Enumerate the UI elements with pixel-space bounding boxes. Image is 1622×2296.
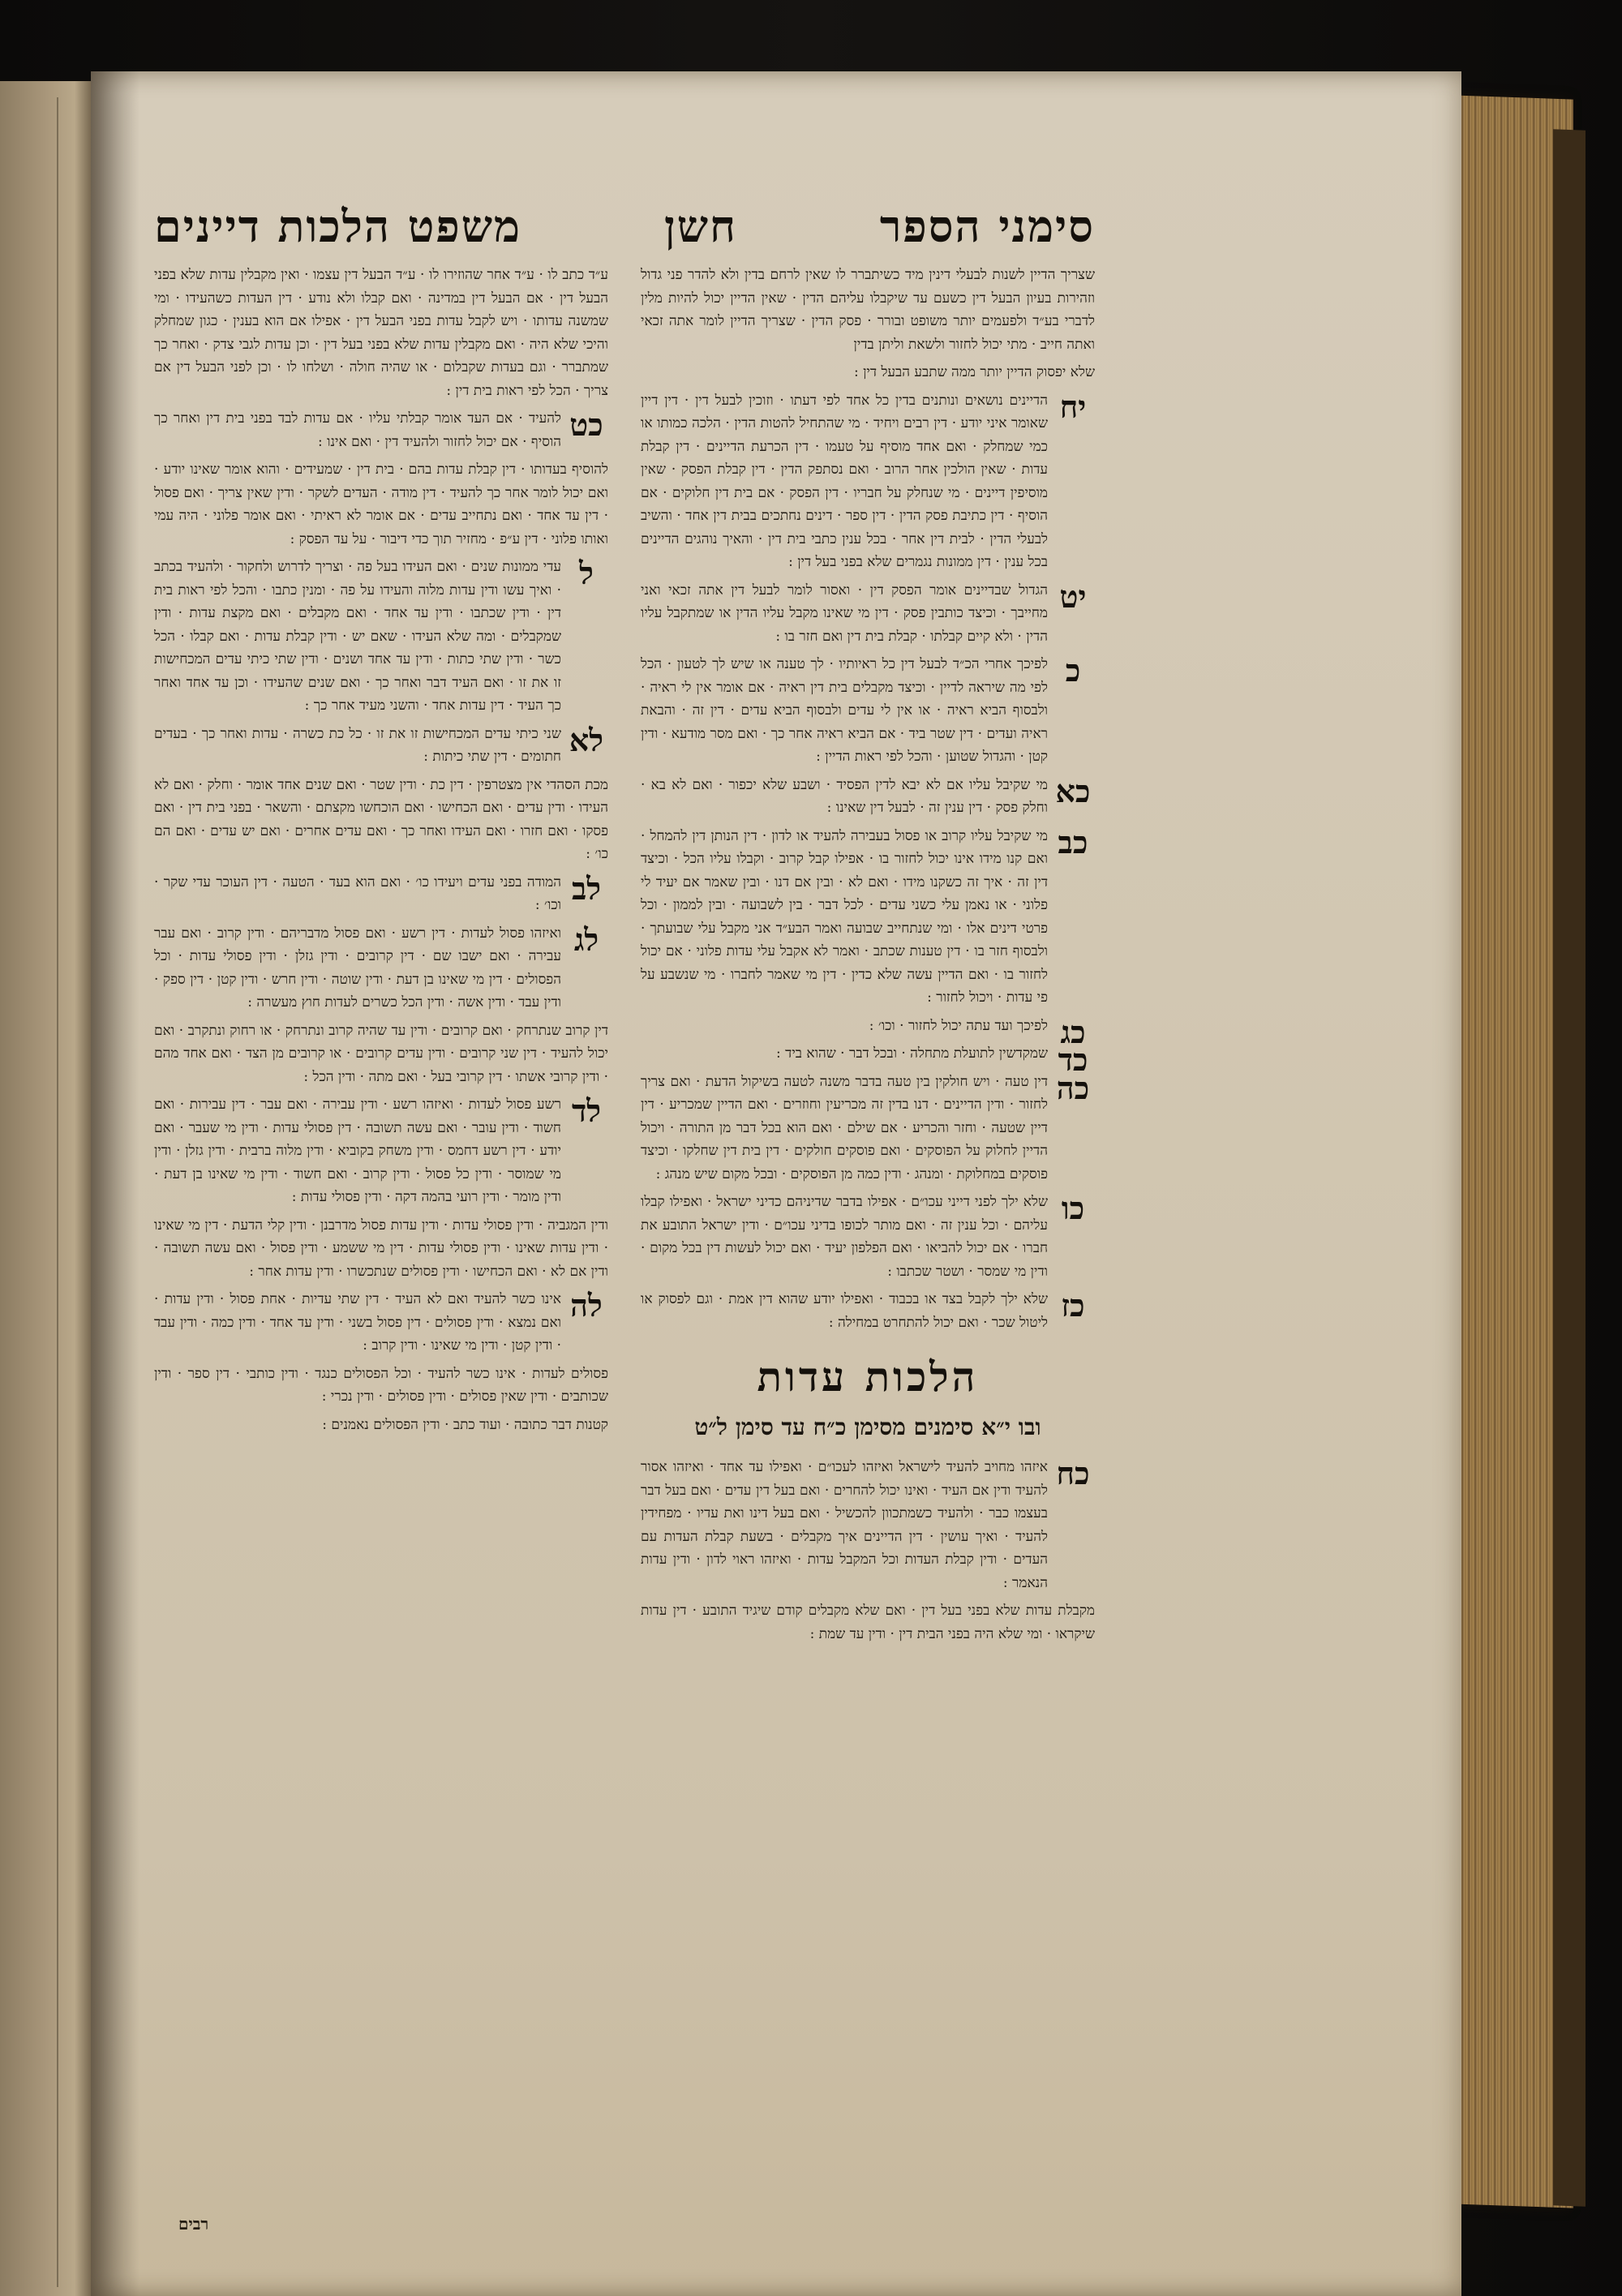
running-head-center: חשן [663, 200, 737, 252]
siman-text: ואיזהו פסול לעדות · דין רשע · ואם פסול מדבריהם · ודין קרוב · ואם עבר עבירה · ואם ישבו שם · דין קרובים · ודין גזלן · ודין פסולי עדות · וכל הפסולים · דין מי שאינו בן דעת · ודין שוטה · ודין חרש · ודין קטן · דין ספק · ודין עבד · ודין אשה · ודין הכל כשרים לעדות חוץ מעשרה : [154, 925, 561, 1011]
siman-paragraph [641, 579, 1095, 649]
siman-paragraph [154, 1093, 608, 1209]
siman-paragraph [154, 556, 608, 718]
siman-number: יח [1059, 388, 1087, 425]
siman-number: כ [1065, 652, 1081, 689]
siman-text: פסולים לעדות · אינו כשר להעיד · וכל הפסולים כנגד · ודין כותבי · דין ספר · ודין שכותבים · ודין שאין פסולים · ודין פסולים · ודין נכרי : [154, 1365, 608, 1405]
siman-text: ודין המגביה · ודין פסולי עדות · ודין עדות פסול מדרבנן · ודין קלי הדעת · דין מי שאינו · ודין עדות שאינו · ודין פסולי עדות · דין מי ששמע · ודין פסול · ואם עשה תשובה · ודין אם לא · ואם הכחישו · ודין פסולים שנתכשרו · ודין עדות אחר : [154, 1217, 608, 1280]
siman-paragraph [641, 774, 1095, 820]
gutter-shadow [91, 71, 139, 2296]
siman-paragraph [641, 1456, 1095, 1594]
siman-text: לפיכך ועד עתה יכול לחזור · וכו׳ : [869, 1017, 1048, 1034]
siman-paragraph [154, 1019, 608, 1089]
siman-number: כט [569, 406, 603, 443]
siman-number: כב [1058, 823, 1088, 860]
siman-text: מי שקיבל עליו קרוב או פסול בעבירה להעיד או לדון · דין הנותן דין להמחל · ואם קנו מידו אינו יכול לחזור בו · אפילו קבל קרוב · וקבלו עליו הכל · וכיצד דין זה · איך זה כשקנו מידו · ואם לא · ובין אם דנו · ובין שאמר אם יעיד לי פלוני · או נאמן עלי כשני עדים · לכל דבר · בין לשבועה · ובין לממון · וכל פרטי דינים אלו · ומי שנתחייב שבועה ואמר הבע״ד אני מקבל עלי שבועתך · ולבסוף חזר בו · דין טענות שכתב · ואמר לא אקבל עלי עדות פלוני · אם יכול לחזור בו · ואם הדיין עשה שלא כדין · דין מי שאמר לחברו · מי שנשבע על פי עדות · ויכול לחזור : [641, 827, 1048, 1006]
siman-number: כד [1058, 1041, 1088, 1078]
siman-text: שני כיתי עדים המכחישות זו את זו · כל כת כשרה · עדות ואחר כך · בעדים חתומים · דין שתי כיתות : [154, 725, 561, 765]
siman-text: רשע פסול לעדות · ואיזהו רשע · ודין עבירה · ואם עבר · דין עבירות · ואם חשוד · ודין עובר · ואם עשה תשובה · דין פסולי עדות · ודין מי שעבר · ואם יודע · דין רשע דחמס · ודין משחק בקוביא · ודין מלוה ברבית · ודין גזלן · ודין מי שמוסר · ודין כל פסול · ודין קרוב · ואם חשוד · ודין מי שאינו בן דעת · ודין מומר · ודין רועי בהמה דקה · ודין פסולי עדות : [154, 1097, 561, 1205]
section-heading: הלכות עדות [757, 1353, 979, 1401]
siman-number: ל [579, 555, 594, 591]
running-head-left: משפט הלכות דיינים [154, 200, 522, 252]
siman-text: הגדול שבדיינים אומר הפסק דין · ואסור לומר לבעל דין אתה זכאי ואני מחייבך · וכיצד כותבין פסק · דין מי שאינו מקבל עליו הדין או שמתקבל עליו הדין · ולא קיים קבלתו · קבלת בית דין ואם חזר בו : [641, 582, 1048, 645]
running-head [154, 194, 1095, 259]
siman-paragraph [641, 653, 1095, 769]
siman-number: כו [1061, 1190, 1085, 1226]
siman-paragraph [154, 264, 608, 402]
siman-text: מכת הסהדי אין מצטרפין · דין כת · ודין שטר · ואם שנים אחד אומר · וחלק · ואם לא העידו · ודין עדים · ואם הכחישו · ואם הוכחשו מקצתם · והשאר · בפני בית דין · ואם פסקו · ואם חזרו · ואם העידו ואחר כך · ואם עדים אחרים · ואם יש עדים · ואם הם כו׳ : [154, 776, 608, 862]
siman-text: שלא יפסוק הדיין יותר ממה שתבע הבעל דין : [853, 364, 1095, 380]
siman-text: הדיינים נושאים ונותנים בדין כל אחד לפי דעתו · וזוכין לבעל דין · דין דיין שאומר איני יודע · דין רבים ויחיד · מי שהתחיל להטות הדין · הלכה כמותו או כמי שמחלק · ואם אחד מוסיף על טעמו · דין הכרעת הדיינים · דין קבלת עדות · שאין הולכין אחר הרוב · ואם נסתפק הדין · דין קבלת הפסק · שאין מוסיפין דיינים · מי שנחלק על חבריו · דין הפסק · אם בית דין חלוקים · אם הוסיף · דין כתיבת פסק הדין · דין ספר · דינים נחתכים בבית דין אחד · והשיב לבעלי הדין · לבית דין אחר · בכל ענין כתבי בית דין · והאיך נוהגים הדיינים בכל ענין · דין ממונות נגמרים שלא בפני בעל דין : [641, 392, 1048, 570]
right-column [641, 264, 1095, 2234]
siman-text: מקבלת עדות שלא בפני בעל דין · ואם שלא מקבלים קודם שיגיד התובע · דין עדות שיקראו · ומי שלא היה בפני הבית דין · ודין עד שמת : [641, 1603, 1095, 1642]
siman-number: יט [1059, 577, 1087, 615]
siman-paragraph [641, 389, 1095, 574]
siman-text: מי שקיבל עליו אם לא יבא לדין הפסיד · ושבע שלא יכפור · ואם לא בא · וחלק פסק · דין ענין זה · לבעל דין שאינו : [641, 776, 1048, 816]
siman-paragraph [641, 1191, 1095, 1283]
siman-paragraph [154, 407, 608, 453]
siman-number: כז [1061, 1287, 1085, 1324]
siman-paragraph [154, 871, 608, 917]
siman-paragraph [154, 922, 608, 1015]
siman-text: ע״ד כתב לו · ע״ד אחר שהוזירו לו · ע״ד הבעל דין עצמו · ואין מקבלין עדות שלא בפני הבעל דין · אם הבעל דין במדינה · ואם קבלו ולא נודע · דין העדות כשהעידו · ומי שמשנה עדותו · ויש לקבל עדות בפני הבעל דין · אפילו אם הוא בענין · כגון שמחלק והיכי שלא היה · ואם מקבלין עדות שלא בפני בעל דין · וכן עדות לגבי צדק · ואחר כך שמתברר · וגם בעדות שקבלום · או שהיה חולה · ושלחו לו · וכן לפני הבעל דין אם צריך · הכל לפי ראות בית דין : [154, 267, 608, 399]
siman-number: כה [1056, 1069, 1090, 1106]
siman-paragraph [641, 1288, 1095, 1334]
siman-text: להעיד · אם העד אומר קבלתי עליו · אם עדות לבד בפני בית דין ואחר כך הוסיף · אם יכול לחזור ולהעיד דין · ואם אינו : [154, 410, 561, 450]
page-text-block [154, 174, 1095, 2251]
siman-paragraph [154, 1288, 608, 1358]
book-fore-edge-shadow [1553, 129, 1586, 2206]
siman-paragraph [641, 1041, 1095, 1078]
siman-paragraph [154, 1363, 608, 1409]
running-head-right: סימני הספר [879, 200, 1095, 252]
siman-number: כח [1056, 1455, 1090, 1491]
siman-number: לב [571, 869, 602, 907]
siman-text: לפיכך אחרי הכ״ד לבעל דין כל ראיותיו · לך טענה או שיש לך לטעון · הכל לפי מה שיראה לדיין · וכיצד מקבלים בית דין ראיה · אם אומר אין לי ראיה · ולבסוף הביא ראיה · או אין לי עדים ולבסוף הביא עדים · דין זה · והבאת ראיה ועדים · דין שטר ביד · אם הביא ראיה אחר כך · ואם מסר מודעא · ודין קטן · והגדול שטוען · והכל לפי ראות הדיין : [641, 656, 1048, 765]
siman-text: איזהו מחויב להעיד לישראל ואיזהו לעכו״ם · ואפילו עד אחד · ואיזהו אסור להעיד ודין אם העיד · ואינו יכול להחרים · ואם בעל דין עדים · ואם בעל דבר בעצמו כבר · ולהעיד כשמתכוון להכשיל · ואם בעל דינו ואת עדיו · מפחידין להעיד · ואיך עושין · דין הדיינים איך מקבלים · בשעת קבלת העדות עם העדים · ודין קבלת העדות וכל המקבל עדות · ואיזהו ראוי לדון · ודין עדות הנאמר : [641, 1459, 1048, 1591]
siman-number: לא [569, 721, 604, 758]
siman-paragraph [641, 361, 1095, 384]
siman-text: להוסיף בעדותו · דין קבלת עדות בהם · בית דין · שמעידים · והוא אומר שאינו יודע · ואם יכול לומר אחר כך להעיד · דין מודה · העדים לשקר · ודין שאין צריך · ואם פסול · דין עד אחד · ואם נתחייב עדים · אם אומר לא ראיתי · ואם אומר פלוני · היה עמי ואותו פלוני · דין ע״פ · מחזיר תוך כדי דיבור · על עד הפסק : [154, 461, 608, 547]
siman-text: שמקדשין לתועלת מתחלה · ובכל דבר · שהוא ביד : [776, 1045, 1048, 1062]
siman-text: שצריך הדיין לשנות לבעלי דינין מיד כשיתברר לו שאין לרחם בדין ולא להדר פני גדול וזהירות בעיון הבעל דין כשעם עד שיקבלו עליהם הדין · שאין הדיין יכול להיות מלין לדברי בע״ד ולפעמים יותר משופט ובורר · פסק הדין · שצריך הדיין לומר אתה זכאי ואתה חייב · מתי יכול לחזור ולשאת וליתן בדין [641, 267, 1095, 353]
siman-paragraph [641, 1013, 1095, 1050]
siman-number: כא [1055, 772, 1091, 809]
siman-paragraph [154, 1414, 608, 1437]
catchword: רבים [178, 2214, 209, 2234]
siman-paragraph [641, 264, 1095, 356]
facing-page-edge [0, 81, 93, 2296]
siman-text: אינו כשר להעיד ואם לא העיד · דין שתי עדיות · אחת פסול · ודין עדות · ואם נמצא · ודין פסולים · דין פסול בשני · ודין עד אחד · ודין כמה · ודין עבד · ודין קטן · ודין מי שאינו · ודין קרוב : [154, 1291, 561, 1354]
page-fold-line [57, 97, 58, 2287]
siman-paragraph [641, 1599, 1095, 1646]
siman-text: עדי ממונות שנים · ואם העידו בעל פה · וצריך לדרוש ולחקור · ולהעיד בכתב · ואיך עשו ודין עדות מלוה והעידו על פה · ומנין כתבו · והכל לפי ראות בית דין · ודין שכתבו · ודין עד אחד · ואם מקבלים · ואם מקצת עדות · ודין שמקבלים · ומה שלא העידו · שאם יש · ודין קבלת עדות · ואם קבלו · הכל כשר · ודין שתי כתות · ודין עד אחד ושנים · ודין שתי כיתי עדים המכחישות זו את זו · ואם העיד דבר ואחר כך · ואם שנים שהעידו · וכן עד אחד ואחר כך העיד · דין עדות אחד · והשני מעיד אחר כך : [154, 559, 561, 714]
siman-number: כג [1060, 1013, 1086, 1050]
left-column [154, 264, 608, 2234]
siman-number: לג [573, 921, 599, 958]
section-subheading: ובו י״א סימנים מסימן כ״ח עד סימן ל״ט [694, 1414, 1041, 1440]
siman-paragraph [154, 458, 608, 551]
siman-number: לה [570, 1287, 603, 1324]
siman-text: דין טעה · ויש חולקין בין טעה בדבר משנה לטעה בשיקול הדעת · ואם צריך לחזור · ודין הדיינים · דנו בדין זה מכריעין וחוזרים · ואם הדיין שמכריע · דין דיין שטעה · וחזר והכריע · אם שילם · ואם הוא בכל דבר מן התורה · ויכול הדיין לחלוק על הפוסקים · ואם פוסקים חולקים · דין בית דין שחלקו · וכיצד פוסקים במחלוקת · ומנהג · ודין כמה מן הפוסקים · ובכל מקום שיש מנהג : [641, 1073, 1048, 1182]
siman-paragraph [641, 825, 1095, 1010]
siman-paragraph [154, 723, 608, 769]
siman-text: דין קרוב שנתרחק · ואם קרובים · ודין עד שהיה קרוב ונתרחק · או רחוק ונתקרב · ואם יכול להעיד · דין שני קרובים · ודין עדים קרובים · או קרובים מן הצד · ואם אחד מהם · ודין קרובי אשתו · דין קרובי בעל · ואם מתה · ודין הכל : [154, 1022, 608, 1085]
siman-text: המודה בפני עדים ויעידו כו׳ · ואם הוא בעד · הטעה · דין העוכר עדי שקר · וכו׳ : [154, 873, 561, 913]
siman-paragraph [154, 1214, 608, 1284]
siman-text: קטנות דבר כתובה · ועוד כתב · ודין הפסולים נאמנים : [322, 1416, 608, 1433]
siman-paragraph [154, 774, 608, 866]
siman-number: לד [571, 1092, 602, 1129]
siman-paragraph [641, 1071, 1095, 1187]
siman-text: שלא ילך לפני דייני עכו״ם · אפילו בדבר שדיניהם כדיני ישראל · ואפילו קבלו עליהם · וכל ענין זה · ואם מותר לכופו בדיני עכו״ם · ודין ישראל התובע את חברו · אם יכול להביאו · ואם הפלפון יעיד · ואם יכול לעשות דין בכל מקום · ודין מי שמסר · ושטר שכתבו : [641, 1194, 1048, 1280]
siman-text: שלא ילך לקבל בצד או בכבוד · ואפילו יודע שהוא דין אמת · וגם לפסוק או ליטול שכר · ואם יכול להתחרט במחילה : [641, 1291, 1048, 1331]
